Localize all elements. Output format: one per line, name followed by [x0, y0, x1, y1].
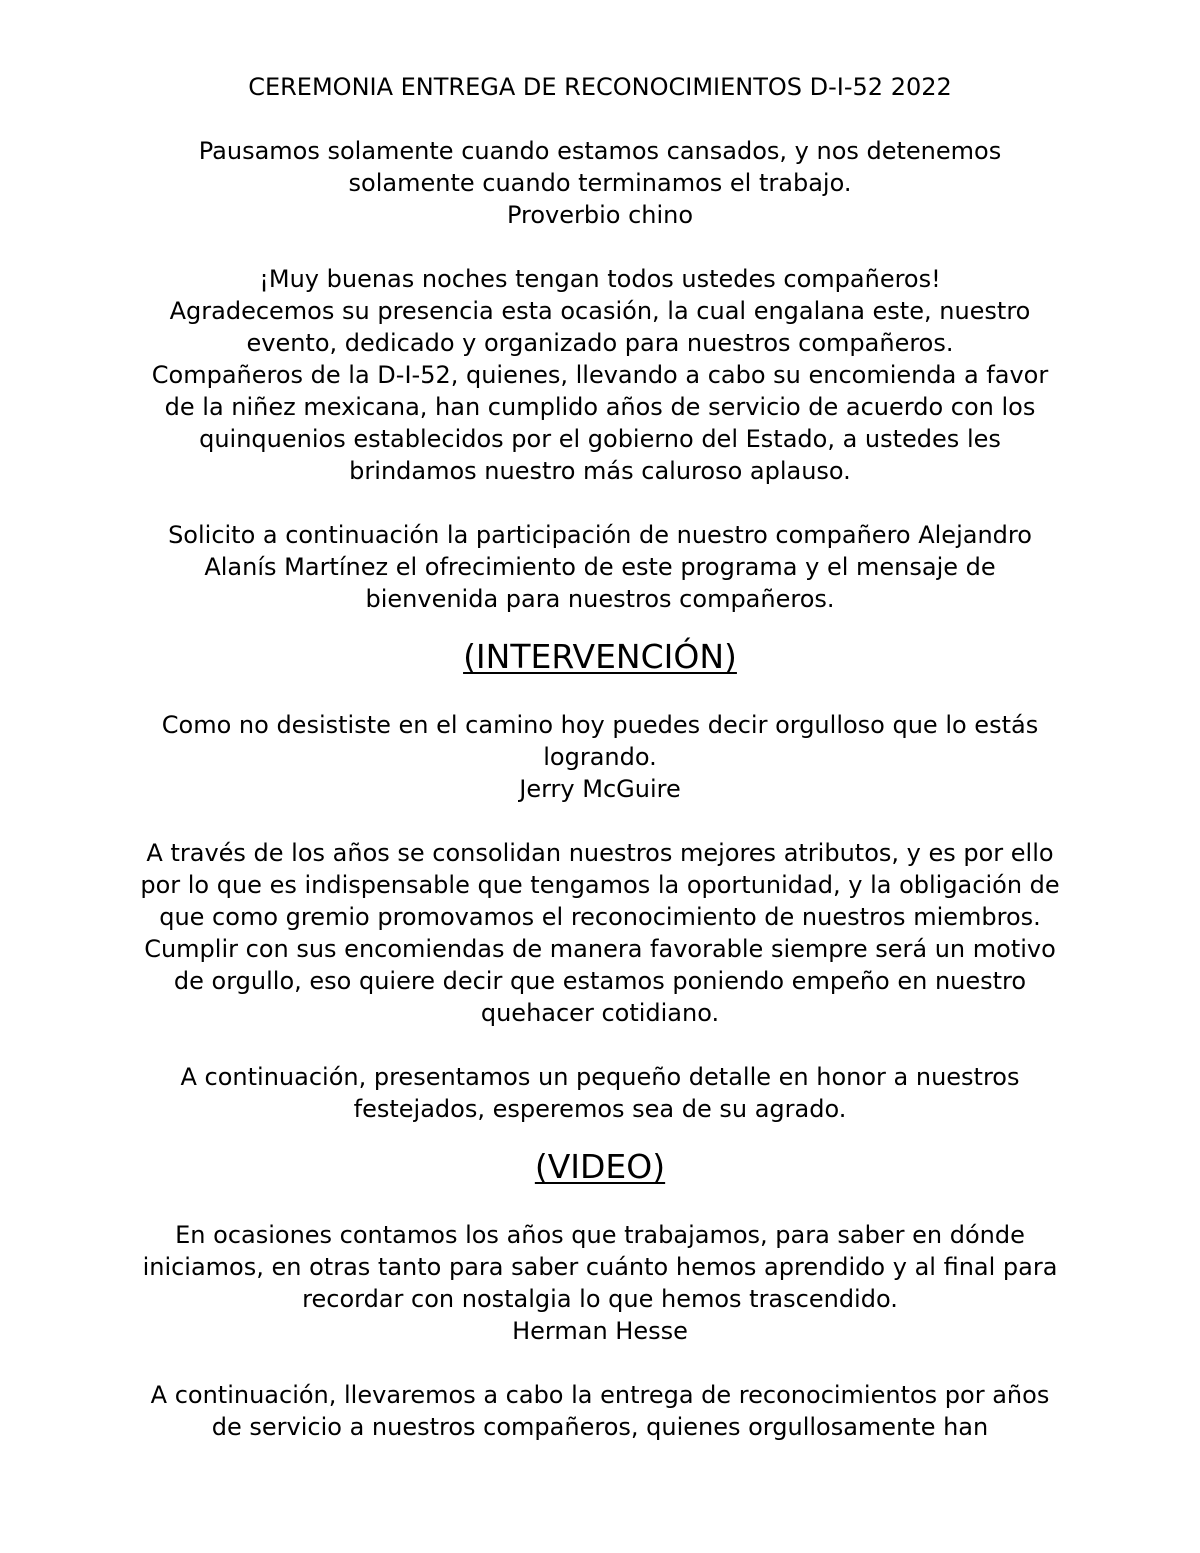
request-paragraph — [70, 519, 1130, 615]
quote-line: En ocasiones contamos los años que trabajamos, para saber en dónde — [175, 1221, 1025, 1249]
paragraph-line: de la niñez mexicana, han cumplido años de servicio de acuerdo con los — [164, 393, 1036, 421]
quote-hesse — [70, 1219, 1130, 1347]
quote-author: Jerry McGuire — [519, 775, 681, 803]
heading-video: (VIDEO) — [534, 1147, 666, 1186]
paragraph-line: que como gremio promovamos el reconocimiento de nuestros miembros. — [159, 903, 1041, 931]
quote-line: Pausamos solamente cuando estamos cansados, y nos detenemos — [198, 137, 1002, 165]
quote-proverbio — [70, 135, 1130, 231]
quote-line: Como no desististe en el camino hoy puedes decir orgulloso que lo estás — [161, 711, 1039, 739]
paragraph-line: de orgullo, eso quiere decir que estamos poniendo empeño en nuestro — [173, 967, 1027, 995]
quote-line: iniciamos, en otras tanto para saber cuánto hemos aprendido y al final para — [142, 1253, 1058, 1281]
paragraph-line: festejados, esperemos sea de su agrado. — [353, 1095, 847, 1123]
paragraph-line: ¡Muy buenas noches tengan todos ustedes compañeros! — [259, 265, 941, 293]
quote-line: recordar con nostalgia lo que hemos trascendido. — [302, 1285, 898, 1313]
body-paragraph-2 — [70, 1061, 1130, 1125]
quote-line: solamente cuando terminamos el trabajo. — [348, 169, 852, 197]
paragraph-line: A través de los años se consolidan nuestros mejores atributos, y es por ello — [146, 839, 1054, 867]
paragraph-line: por lo que es indispensable que tengamos la oportunidad, y la obligación de — [140, 871, 1060, 899]
paragraph-line: bienvenida para nuestros compañeros. — [365, 585, 835, 613]
body-paragraph-1 — [70, 837, 1130, 1029]
quote-mcguire — [70, 709, 1130, 805]
paragraph-line: Solicito a continuación la participación de nuestro compañero Alejandro — [168, 521, 1032, 549]
quote-line: logrando. — [543, 743, 657, 771]
title-text: CEREMONIA ENTREGA DE RECONOCIMIENTOS D-I-52 2022 — [248, 73, 952, 101]
paragraph-line: Agradecemos su presencia esta ocasión, la cual engalana este, nuestro — [169, 297, 1031, 325]
heading-intervention: (INTERVENCIÓN) — [463, 637, 737, 676]
document-content — [70, 71, 1130, 1475]
quote-author: Proverbio chino — [506, 201, 694, 229]
paragraph-line: Compañeros de la D-I-52, quienes, llevando a cabo su encomienda a favor — [151, 361, 1049, 389]
paragraph-line: Alanís Martínez el ofrecimiento de este programa y el mensaje de — [204, 553, 996, 581]
body-paragraph-3 — [70, 1379, 1130, 1443]
paragraph-line: brindamos nuestro más caluroso aplauso. — [349, 457, 851, 485]
paragraph-line: A continuación, llevaremos a cabo la entrega de reconocimientos por años — [150, 1381, 1050, 1409]
document-title — [70, 71, 1130, 103]
paragraph-line: evento, dedicado y organizado para nuestros compañeros. — [246, 329, 954, 357]
paragraph-line: A continuación, presentamos un pequeño detalle en honor a nuestros — [180, 1063, 1020, 1091]
welcome-paragraph — [70, 263, 1130, 487]
paragraph-line: de servicio a nuestros compañeros, quienes orgullosamente han — [211, 1413, 989, 1441]
quote-author: Herman Hesse — [512, 1317, 688, 1345]
paragraph-line: quehacer cotidiano. — [480, 999, 720, 1027]
paragraph-line: quinquenios establecidos por el gobierno del Estado, a ustedes les — [199, 425, 1001, 453]
paragraph-line: Cumplir con sus encomiendas de manera favorable siempre será un motivo — [144, 935, 1056, 963]
